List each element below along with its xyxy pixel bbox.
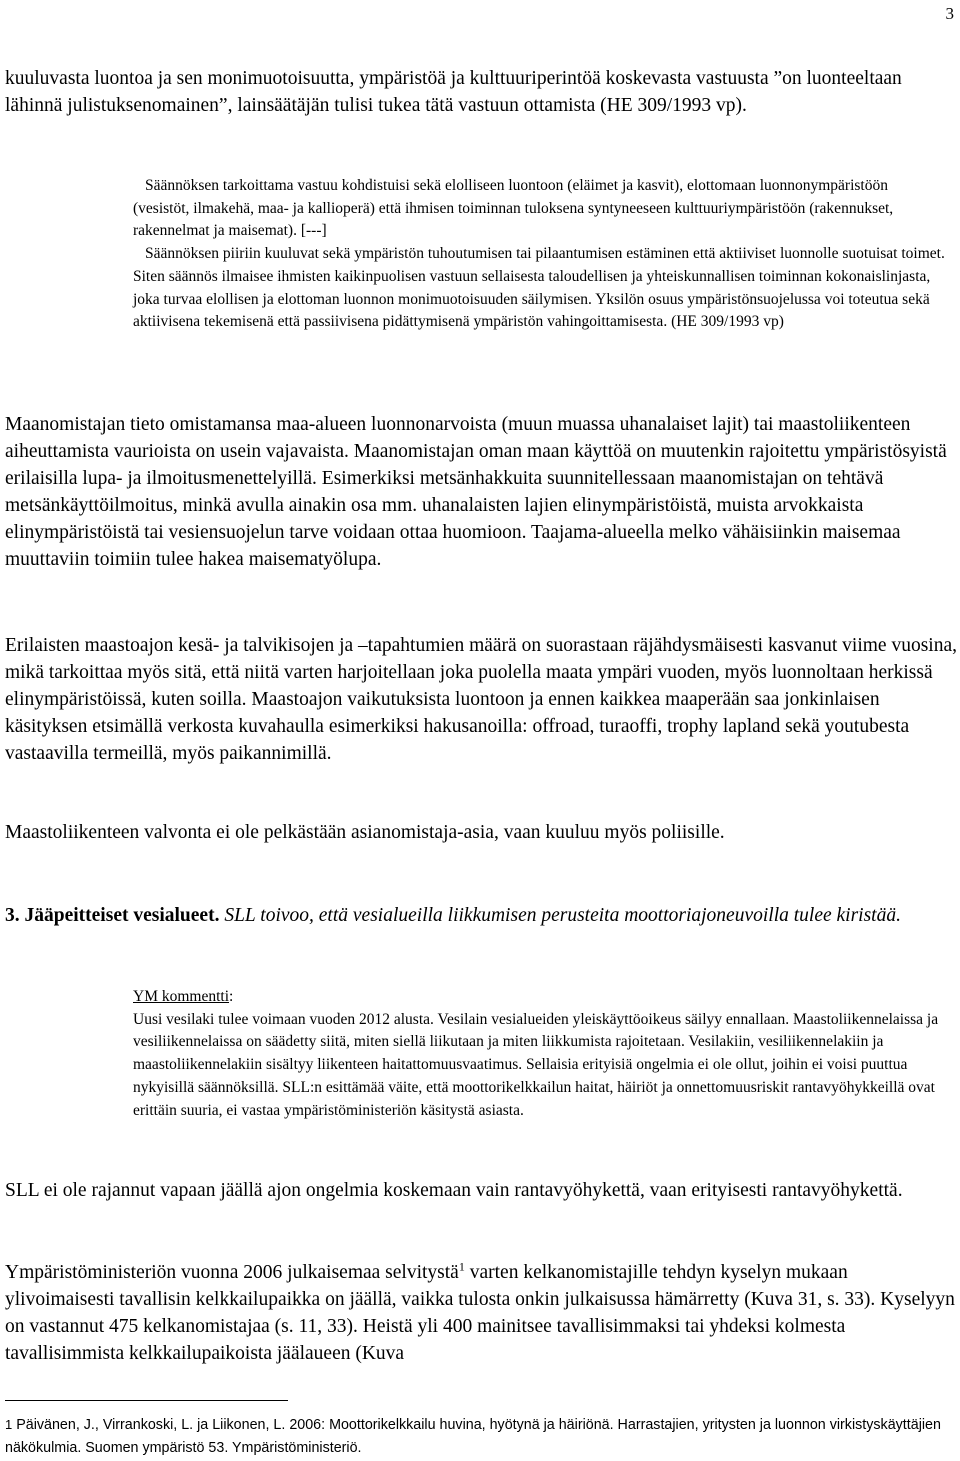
paragraph-intro: kuuluvasta luontoa ja sen monimuotoisuutta, ympäristöä ja kulttuuriperintöä koskevasta vastuusta ”on luonteeltaan lähinnä julistuksenomainen”, lainsäätäjän tulisi tukea tätä vastuun ottamista (HE 309/1993 vp). — [5, 68, 902, 116]
paragraph-sll: SLL ei ole rajannut vapaan jäällä ajon ongelmia koskemaan vain rantavyöhykettä, vaan erityisesti rantavyöhykettä. — [5, 1180, 903, 1201]
footnote-text: Päivänen, J., Virrankoski, L. ja Liikonen, L. 2006: Moottorikelkkailu huvina, hyötynä ja häiriönä. Harrastajien, yritysten ja luonnon virkistyskäyttäjien näkökulmia. Suomen ympäristö 53. Ympäristöministeriö. — [5, 1417, 941, 1456]
heading-italic-text: SLL toivoo, että vesialueilla liikkumisen perusteita moottoriajoneuvoilla tulee kiristää. — [224, 905, 901, 926]
footnote-divider — [5, 1400, 288, 1401]
paragraph-maanomistaja: Maanomistajan tieto omistamansa maa-alueen luonnonarvoista (muun muassa uhanalaiset lajit) tai maastoliikenteen aiheuttamista vaurioista on usein vajavaista. Maanomistajan oman maan käyttöä on muutenkin rajoitettu ympäristösyistä erilaisilla lupa- ja ilmoitusmenettelyillä. Esimerkiksi metsänhakkuita suunnitellessaan maanomistajan on tehtävä metsänkäyttöilmoitus, minkä avulla ainakin osa mm. uhanalaisten lajien elinympäristöistä, muista arvokkaista elinympäristöistä tai vesiensuojelun tarve voidaan ottaa huomioon. Taajama-alueella melko vähäisiinkin maisemaa muuttaviin toimiin tulee hakea maisematyölupa. — [5, 414, 947, 570]
paragraph-maastoajo: Erilaisten maastoajon kesä- ja talvikisojen ja –tapahtumien määrä on suorastaan räjähdysmäisesti kasvanut viime vuosina, mikä tarkoittaa myös sitä, että niitä varten harjoitellaan joka puolella maata ympäri vuoden, myös luonnoltaan herkissä elinympäristöissä, kuten soilla. Maastoajon vaikutuksista luontoon ja ennen kaikkea maaperään saa jonkinlaisen käsityksen etsimällä verkosta kuvahaulla esimerkiksi hakusanoilla: offroad, turaoffi, trophy lapland sekä youtubesta vastaavilla termeillä, myös paikannimillä. — [5, 635, 957, 764]
ym-comment — [133, 986, 948, 1122]
section-heading — [5, 902, 957, 929]
page-number: 3 — [945, 4, 954, 23]
paragraph-ym-part-2: varten kelkanomistajille tehdyn kyselyn mukaan ylivoimaisesti tavallisin kelkkailupaikka on jäällä, vaikka tulosta onkin julkaisussa hämärretty (Kuva 31, s. 33). Kyselyyn on vastannut 475 kelkanomistajaa (s. 11, 33). Heistä yli 400 mainitsee tavallisimmaksi tai yhdeksi kolmesta tavallisimmista kelkkailupaikoista jäälaueen (Kuva — [5, 1262, 955, 1364]
quote-part-1: Säännöksen tarkoittama vastuu kohdistuisi sekä elolliseen luontoon (eläimet ja kasvit), elottomaan luonnonympäristöön (vesistöt, ilmakehä, maa- ja kallioperä) että ihmisen toiminnan tuloksena syntyneeseen kulttuuriympäristöön (rakennukset, rakennelmat ja maisemat). [---] — [133, 177, 894, 240]
ym-comment-label: YM kommentti — [133, 988, 230, 1005]
footnote-reference: 1 — [458, 1259, 465, 1274]
block-quote — [133, 175, 948, 334]
footnote — [5, 1413, 955, 1460]
ym-comment-text: Uusi vesilaki tulee voimaan vuoden 2012 alusta. Vesilain vesialueiden yleiskäyttöoikeus säilyy ennallaan. Maastoliikennelaissa ja vesiliikennelaissa on säädetty siitä, miten siellä liikutaan ja miten liikkumista rajoitetaan. Vesilakiin, vesiliikennelakiin ja maastoliikennelakiin sisältyy liikenteen haitattomuusvaatimus. Sellaisia erityisiä ongelmia ei ole ollut, joihin ei voisi puuttua nykyisillä säännöksillä. SLL:n esittämää väite, että moottorikelkkailun haitat, häiriöt ja onnettomuusriskit rantavyöhykkeillä ovat erittäin suuria, ei vastaa ympäristöministeriön käsitystä asiasta. — [133, 1010, 939, 1119]
heading-number-title: 3. Jääpeitteiset vesialueet. — [5, 905, 220, 926]
ym-comment-colon: : — [229, 988, 234, 1005]
footnote-mark: 1 — [5, 1417, 13, 1432]
quote-part-2: Säännöksen piiriin kuuluvat sekä ympäristön tuhoutumisen tai pilaantumisen estäminen että aktiiviset luonnolle suotuisat toimet. Siten säännös ilmaisee ihmisten kaikinpuolisen vastuun sellaisesta taloudellisen ja yhteiskunnallisen toiminnan kokonaislinjasta, joka turvaa elollisen ja elottoman luonnon monimuotoisuuden säilymisen. Yksilön osuus ympäristönsuojelussa voi toteutua sekä aktiivisena tekemisenä että passiivisena pidättymisenä ympäristön vahingoittamisesta. (HE 309/1993 vp) — [133, 245, 945, 331]
paragraph-ymparistoministerio — [5, 1259, 957, 1367]
paragraph-ym-part-1: Ympäristöministeriön vuonna 2006 julkaisemaa selvitystä — [5, 1262, 459, 1283]
paragraph-valvonta: Maastoliikenteen valvonta ei ole pelkästään asianomistaja-asia, vaan kuuluu myös poliisille. — [5, 822, 725, 843]
